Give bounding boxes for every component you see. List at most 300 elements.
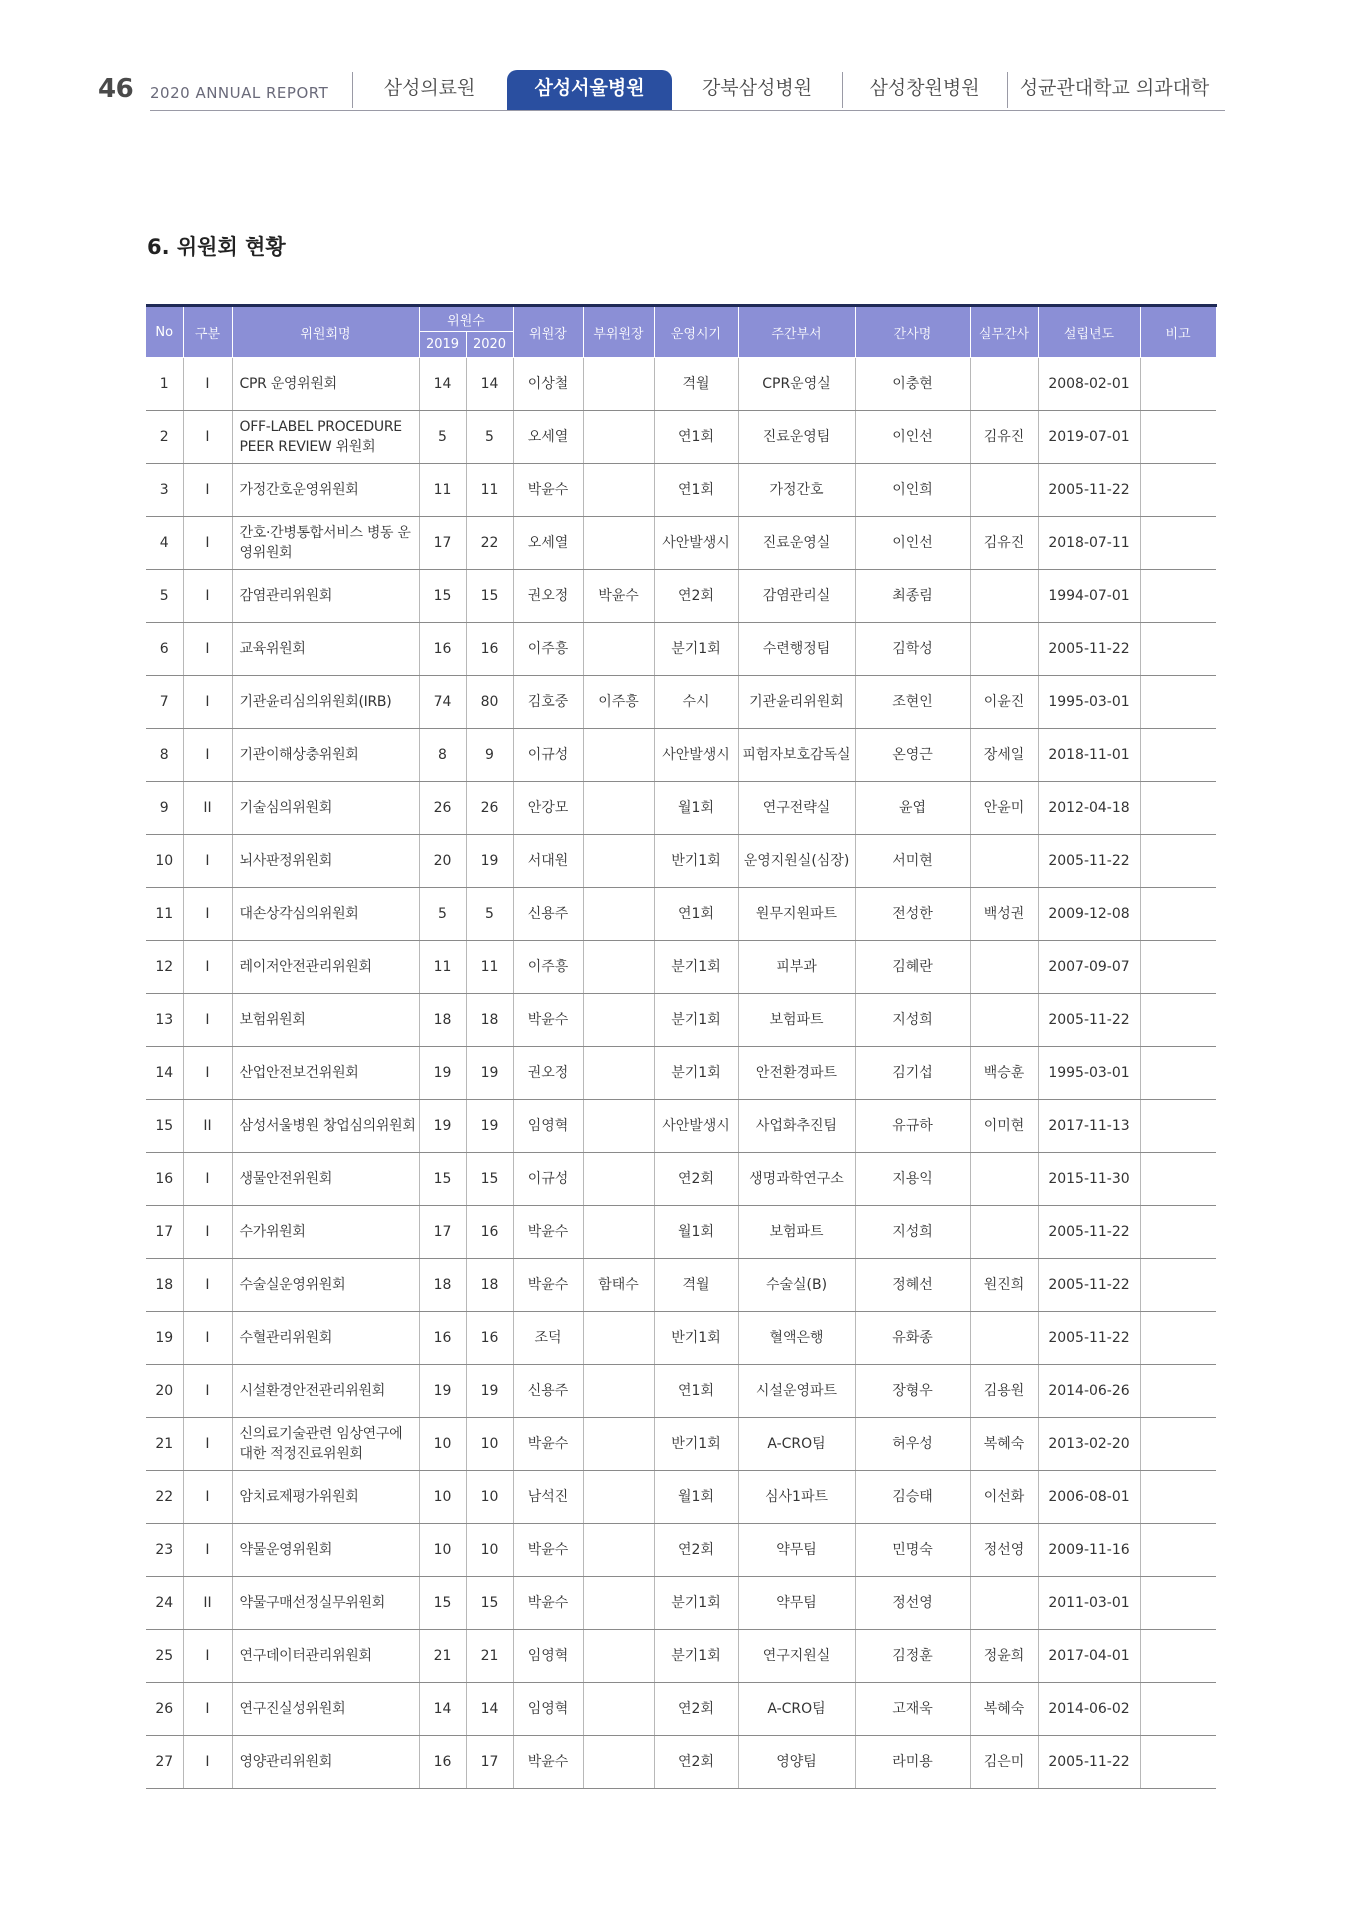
cell-category: I bbox=[183, 1630, 232, 1683]
cell-members-2020: 11 bbox=[466, 464, 513, 517]
cell-dept: 수련행정팀 bbox=[738, 623, 855, 676]
cell-staff-secretary: 김용원 bbox=[970, 1365, 1038, 1418]
cell-members-2019: 10 bbox=[419, 1471, 466, 1524]
cell-staff-secretary: 이윤진 bbox=[970, 676, 1038, 729]
cell-remarks bbox=[1140, 994, 1216, 1047]
cell-staff-secretary: 백승훈 bbox=[970, 1047, 1038, 1100]
cell-established: 2005-11-22 bbox=[1038, 1206, 1140, 1259]
cell-schedule: 격월 bbox=[654, 358, 738, 411]
cell-committee-name: 간호·간병통합서비스 병동 운영위원회 bbox=[232, 517, 419, 570]
table-row bbox=[146, 1471, 1216, 1524]
cell-staff-secretary bbox=[970, 1312, 1038, 1365]
cell-secretary: 지용익 bbox=[855, 1153, 970, 1206]
table-row bbox=[146, 994, 1216, 1047]
table-row bbox=[146, 1047, 1216, 1100]
cell-no: 7 bbox=[146, 676, 183, 729]
col-header-members-2020: 2020 bbox=[466, 332, 513, 358]
cell-chair: 오세열 bbox=[513, 411, 583, 464]
cell-no: 21 bbox=[146, 1418, 183, 1471]
cell-members-2020: 10 bbox=[466, 1471, 513, 1524]
cell-established: 2013-02-20 bbox=[1038, 1418, 1140, 1471]
cell-vice-chair bbox=[583, 358, 654, 411]
cell-chair: 서대원 bbox=[513, 835, 583, 888]
cell-established: 2009-11-16 bbox=[1038, 1524, 1140, 1577]
cell-members-2020: 26 bbox=[466, 782, 513, 835]
cell-chair: 김호중 bbox=[513, 676, 583, 729]
cell-schedule: 분기1회 bbox=[654, 941, 738, 994]
cell-members-2020: 16 bbox=[466, 1206, 513, 1259]
cell-secretary: 지성희 bbox=[855, 994, 970, 1047]
cell-dept: 가정간호 bbox=[738, 464, 855, 517]
cell-established: 2014-06-26 bbox=[1038, 1365, 1140, 1418]
cell-members-2020: 15 bbox=[466, 570, 513, 623]
cell-members-2019: 10 bbox=[419, 1418, 466, 1471]
cell-committee-name: 기관이해상충위원회 bbox=[232, 729, 419, 782]
cell-remarks bbox=[1140, 782, 1216, 835]
cell-remarks bbox=[1140, 358, 1216, 411]
cell-vice-chair bbox=[583, 1206, 654, 1259]
cell-remarks bbox=[1140, 1100, 1216, 1153]
cell-established: 2005-11-22 bbox=[1038, 994, 1140, 1047]
cell-members-2020: 15 bbox=[466, 1153, 513, 1206]
cell-secretary: 김기섭 bbox=[855, 1047, 970, 1100]
cell-vice-chair bbox=[583, 1471, 654, 1524]
cell-staff-secretary bbox=[970, 941, 1038, 994]
cell-committee-name: 삼성서울병원 창업심의위원회 bbox=[232, 1100, 419, 1153]
cell-secretary: 민명숙 bbox=[855, 1524, 970, 1577]
cell-staff-secretary: 정윤희 bbox=[970, 1630, 1038, 1683]
cell-members-2019: 16 bbox=[419, 1312, 466, 1365]
cell-dept: 피험자보호감독실 bbox=[738, 729, 855, 782]
cell-no: 27 bbox=[146, 1736, 183, 1789]
cell-category: I bbox=[183, 888, 232, 941]
cell-vice-chair bbox=[583, 1418, 654, 1471]
cell-committee-name: 수혈관리위원회 bbox=[232, 1312, 419, 1365]
cell-secretary: 정선영 bbox=[855, 1577, 970, 1630]
table-row bbox=[146, 1524, 1216, 1577]
cell-no: 8 bbox=[146, 729, 183, 782]
col-header-staff-secretary: 실무간사 bbox=[970, 306, 1038, 358]
cell-members-2020: 14 bbox=[466, 1683, 513, 1736]
committee-table bbox=[146, 304, 1217, 1789]
cell-no: 14 bbox=[146, 1047, 183, 1100]
cell-members-2019: 19 bbox=[419, 1365, 466, 1418]
cell-staff-secretary: 김유진 bbox=[970, 411, 1038, 464]
tab-samsung-medical-center[interactable]: 삼성의료원 bbox=[352, 70, 507, 110]
cell-no: 26 bbox=[146, 1683, 183, 1736]
cell-committee-name: 수가위원회 bbox=[232, 1206, 419, 1259]
cell-staff-secretary: 복혜숙 bbox=[970, 1418, 1038, 1471]
cell-no: 19 bbox=[146, 1312, 183, 1365]
cell-secretary: 지성희 bbox=[855, 1206, 970, 1259]
cell-members-2020: 14 bbox=[466, 358, 513, 411]
table-row bbox=[146, 1312, 1216, 1365]
cell-established: 2006-08-01 bbox=[1038, 1471, 1140, 1524]
cell-members-2020: 5 bbox=[466, 888, 513, 941]
cell-secretary: 이충현 bbox=[855, 358, 970, 411]
cell-dept: 사업화추진팀 bbox=[738, 1100, 855, 1153]
cell-secretary: 허우성 bbox=[855, 1418, 970, 1471]
cell-members-2019: 14 bbox=[419, 358, 466, 411]
cell-remarks bbox=[1140, 464, 1216, 517]
table-row bbox=[146, 1418, 1216, 1471]
cell-staff-secretary bbox=[970, 994, 1038, 1047]
col-header-secretary: 간사명 bbox=[855, 306, 970, 358]
cell-remarks bbox=[1140, 1259, 1216, 1312]
col-header-dept: 주간부서 bbox=[738, 306, 855, 358]
cell-category: I bbox=[183, 623, 232, 676]
cell-members-2019: 15 bbox=[419, 570, 466, 623]
cell-vice-chair bbox=[583, 517, 654, 570]
cell-secretary: 고재욱 bbox=[855, 1683, 970, 1736]
cell-chair: 신용주 bbox=[513, 1365, 583, 1418]
cell-members-2019: 19 bbox=[419, 1100, 466, 1153]
cell-established: 1994-07-01 bbox=[1038, 570, 1140, 623]
cell-schedule: 연2회 bbox=[654, 570, 738, 623]
cell-no: 12 bbox=[146, 941, 183, 994]
cell-schedule: 분기1회 bbox=[654, 1047, 738, 1100]
cell-staff-secretary: 백성권 bbox=[970, 888, 1038, 941]
tab-kangbuk-samsung-hospital[interactable]: 강북삼성병원 bbox=[701, 77, 813, 99]
cell-dept: 연구전략실 bbox=[738, 782, 855, 835]
cell-dept: 진료운영실 bbox=[738, 517, 855, 570]
cell-secretary: 정혜선 bbox=[855, 1259, 970, 1312]
cell-vice-chair: 이주흥 bbox=[583, 676, 654, 729]
cell-members-2020: 10 bbox=[466, 1418, 513, 1471]
cell-chair: 이주흥 bbox=[513, 941, 583, 994]
cell-no: 11 bbox=[146, 888, 183, 941]
cell-members-2020: 19 bbox=[466, 1047, 513, 1100]
cell-dept: 안전환경파트 bbox=[738, 1047, 855, 1100]
cell-established: 1995-03-01 bbox=[1038, 1047, 1140, 1100]
cell-no: 6 bbox=[146, 623, 183, 676]
cell-committee-name: CPR 운영위원회 bbox=[232, 358, 419, 411]
cell-committee-name: OFF-LABEL PROCEDURE PEER REVIEW 위원회 bbox=[232, 411, 419, 464]
cell-remarks bbox=[1140, 1471, 1216, 1524]
cell-dept: 시설운영파트 bbox=[738, 1365, 855, 1418]
col-header-members: 위원수 bbox=[419, 306, 513, 332]
table-row bbox=[146, 782, 1216, 835]
cell-remarks bbox=[1140, 1365, 1216, 1418]
cell-vice-chair: 박윤수 bbox=[583, 570, 654, 623]
cell-no: 2 bbox=[146, 411, 183, 464]
cell-committee-name: 기술심의위원회 bbox=[232, 782, 419, 835]
cell-schedule: 반기1회 bbox=[654, 835, 738, 888]
cell-dept: 보험파트 bbox=[738, 994, 855, 1047]
cell-staff-secretary: 김유진 bbox=[970, 517, 1038, 570]
table-row bbox=[146, 941, 1216, 994]
cell-category: I bbox=[183, 1736, 232, 1789]
cell-no: 24 bbox=[146, 1577, 183, 1630]
cell-members-2019: 11 bbox=[419, 464, 466, 517]
cell-members-2020: 19 bbox=[466, 1100, 513, 1153]
cell-members-2019: 16 bbox=[419, 623, 466, 676]
cell-established: 2012-04-18 bbox=[1038, 782, 1140, 835]
cell-remarks bbox=[1140, 1206, 1216, 1259]
cell-committee-name: 약물구매선정실무위원회 bbox=[232, 1577, 419, 1630]
cell-remarks bbox=[1140, 623, 1216, 676]
cell-established: 2018-07-11 bbox=[1038, 517, 1140, 570]
tab-samsung-changwon-hospital[interactable]: 삼성창원병원 bbox=[842, 70, 1007, 110]
cell-schedule: 분기1회 bbox=[654, 994, 738, 1047]
cell-chair: 박윤수 bbox=[513, 994, 583, 1047]
cell-chair: 안강모 bbox=[513, 782, 583, 835]
cell-committee-name: 레이저안전관리위원회 bbox=[232, 941, 419, 994]
cell-vice-chair bbox=[583, 888, 654, 941]
cell-no: 10 bbox=[146, 835, 183, 888]
cell-remarks bbox=[1140, 1312, 1216, 1365]
cell-schedule: 분기1회 bbox=[654, 1630, 738, 1683]
cell-dept: 혈액은행 bbox=[738, 1312, 855, 1365]
table-row bbox=[146, 1259, 1216, 1312]
section-title: 6. 위원회 현황 bbox=[147, 235, 286, 259]
table-row bbox=[146, 1100, 1216, 1153]
cell-no: 17 bbox=[146, 1206, 183, 1259]
cell-vice-chair bbox=[583, 1365, 654, 1418]
cell-dept: 약무팀 bbox=[738, 1577, 855, 1630]
cell-staff-secretary bbox=[970, 570, 1038, 623]
cell-chair: 이규성 bbox=[513, 1153, 583, 1206]
cell-vice-chair bbox=[583, 1683, 654, 1736]
cell-schedule: 연1회 bbox=[654, 411, 738, 464]
cell-no: 13 bbox=[146, 994, 183, 1047]
col-header-remarks: 비고 bbox=[1140, 306, 1216, 358]
cell-category: II bbox=[183, 1100, 232, 1153]
cell-secretary: 서미현 bbox=[855, 835, 970, 888]
cell-schedule: 연1회 bbox=[654, 888, 738, 941]
cell-staff-secretary: 안윤미 bbox=[970, 782, 1038, 835]
cell-vice-chair bbox=[583, 1047, 654, 1100]
cell-chair: 남석진 bbox=[513, 1471, 583, 1524]
cell-schedule: 월1회 bbox=[654, 782, 738, 835]
cell-staff-secretary bbox=[970, 1153, 1038, 1206]
cell-committee-name: 연구데이터관리위원회 bbox=[232, 1630, 419, 1683]
cell-members-2020: 5 bbox=[466, 411, 513, 464]
cell-remarks bbox=[1140, 1577, 1216, 1630]
cell-established: 2017-04-01 bbox=[1038, 1630, 1140, 1683]
cell-members-2019: 8 bbox=[419, 729, 466, 782]
cell-members-2019: 19 bbox=[419, 1047, 466, 1100]
cell-category: I bbox=[183, 517, 232, 570]
table-row bbox=[146, 835, 1216, 888]
cell-members-2019: 10 bbox=[419, 1524, 466, 1577]
cell-secretary: 조현인 bbox=[855, 676, 970, 729]
cell-secretary: 김승태 bbox=[855, 1471, 970, 1524]
cell-committee-name: 암치료제평가위원회 bbox=[232, 1471, 419, 1524]
cell-members-2020: 19 bbox=[466, 1365, 513, 1418]
cell-established: 2017-11-13 bbox=[1038, 1100, 1140, 1153]
cell-secretary: 이인선 bbox=[855, 517, 970, 570]
cell-chair: 오세열 bbox=[513, 517, 583, 570]
cell-vice-chair bbox=[583, 1524, 654, 1577]
cell-schedule: 월1회 bbox=[654, 1206, 738, 1259]
cell-committee-name: 가정간호운영위원회 bbox=[232, 464, 419, 517]
cell-dept: A-CRO팀 bbox=[738, 1418, 855, 1471]
cell-vice-chair bbox=[583, 1153, 654, 1206]
cell-category: I bbox=[183, 1524, 232, 1577]
cell-schedule: 월1회 bbox=[654, 1471, 738, 1524]
cell-vice-chair bbox=[583, 1577, 654, 1630]
cell-secretary: 유화종 bbox=[855, 1312, 970, 1365]
cell-members-2020: 15 bbox=[466, 1577, 513, 1630]
cell-schedule: 연1회 bbox=[654, 1365, 738, 1418]
cell-dept: 약무팀 bbox=[738, 1524, 855, 1577]
cell-schedule: 연2회 bbox=[654, 1153, 738, 1206]
cell-established: 1995-03-01 bbox=[1038, 676, 1140, 729]
cell-vice-chair bbox=[583, 1736, 654, 1789]
cell-remarks bbox=[1140, 570, 1216, 623]
cell-category: I bbox=[183, 1206, 232, 1259]
cell-staff-secretary bbox=[970, 835, 1038, 888]
cell-schedule: 사안발생시 bbox=[654, 729, 738, 782]
table-row bbox=[146, 1683, 1216, 1736]
table-row bbox=[146, 1153, 1216, 1206]
cell-no: 23 bbox=[146, 1524, 183, 1577]
cell-chair: 박윤수 bbox=[513, 1418, 583, 1471]
cell-category: I bbox=[183, 570, 232, 623]
cell-staff-secretary bbox=[970, 358, 1038, 411]
cell-schedule: 격월 bbox=[654, 1259, 738, 1312]
cell-chair: 박윤수 bbox=[513, 464, 583, 517]
cell-no: 9 bbox=[146, 782, 183, 835]
cell-members-2019: 74 bbox=[419, 676, 466, 729]
cell-staff-secretary bbox=[970, 623, 1038, 676]
cell-category: I bbox=[183, 676, 232, 729]
table-row bbox=[146, 1365, 1216, 1418]
table-row bbox=[146, 729, 1216, 782]
cell-chair: 신용주 bbox=[513, 888, 583, 941]
cell-dept: 수술실(B) bbox=[738, 1259, 855, 1312]
table-row bbox=[146, 411, 1216, 464]
cell-vice-chair bbox=[583, 1630, 654, 1683]
cell-chair: 이규성 bbox=[513, 729, 583, 782]
table-row bbox=[146, 464, 1216, 517]
page-number: 46 bbox=[98, 74, 134, 104]
cell-members-2019: 14 bbox=[419, 1683, 466, 1736]
cell-members-2019: 15 bbox=[419, 1577, 466, 1630]
cell-staff-secretary: 원진희 bbox=[970, 1259, 1038, 1312]
cell-no: 1 bbox=[146, 358, 183, 411]
cell-remarks bbox=[1140, 835, 1216, 888]
cell-schedule: 반기1회 bbox=[654, 1418, 738, 1471]
cell-schedule: 반기1회 bbox=[654, 1312, 738, 1365]
cell-schedule: 수시 bbox=[654, 676, 738, 729]
cell-category: I bbox=[183, 358, 232, 411]
col-header-vice-chair: 부위원장 bbox=[583, 306, 654, 358]
cell-remarks bbox=[1140, 729, 1216, 782]
cell-dept: 진료운영팀 bbox=[738, 411, 855, 464]
cell-category: I bbox=[183, 835, 232, 888]
cell-schedule: 연2회 bbox=[654, 1524, 738, 1577]
tab-samsung-seoul-hospital[interactable]: 삼성서울병원 bbox=[507, 70, 672, 110]
cell-remarks bbox=[1140, 888, 1216, 941]
cell-members-2019: 11 bbox=[419, 941, 466, 994]
tab-skku-medicine[interactable]: 성균관대학교 의과대학 bbox=[1007, 70, 1222, 110]
cell-committee-name: 연구진실성위원회 bbox=[232, 1683, 419, 1736]
cell-no: 25 bbox=[146, 1630, 183, 1683]
cell-established: 2007-09-07 bbox=[1038, 941, 1140, 994]
cell-committee-name: 수술실운영위원회 bbox=[232, 1259, 419, 1312]
cell-members-2019: 20 bbox=[419, 835, 466, 888]
cell-staff-secretary: 김은미 bbox=[970, 1736, 1038, 1789]
cell-schedule: 분기1회 bbox=[654, 623, 738, 676]
cell-established: 2005-11-22 bbox=[1038, 623, 1140, 676]
cell-dept: 기관윤리위원회 bbox=[738, 676, 855, 729]
cell-members-2020: 10 bbox=[466, 1524, 513, 1577]
cell-category: I bbox=[183, 411, 232, 464]
cell-dept: 감염관리실 bbox=[738, 570, 855, 623]
cell-no: 20 bbox=[146, 1365, 183, 1418]
cell-remarks bbox=[1140, 1153, 1216, 1206]
cell-committee-name: 뇌사판정위원회 bbox=[232, 835, 419, 888]
table-row bbox=[146, 1206, 1216, 1259]
cell-schedule: 연2회 bbox=[654, 1683, 738, 1736]
cell-established: 2011-03-01 bbox=[1038, 1577, 1140, 1630]
cell-secretary: 유규하 bbox=[855, 1100, 970, 1153]
cell-dept: 운영지원실(심장) bbox=[738, 835, 855, 888]
col-header-committee: 위원회명 bbox=[232, 306, 419, 358]
cell-secretary: 윤엽 bbox=[855, 782, 970, 835]
cell-chair: 박윤수 bbox=[513, 1736, 583, 1789]
col-header-category: 구분 bbox=[183, 306, 232, 358]
cell-chair: 박윤수 bbox=[513, 1259, 583, 1312]
cell-members-2020: 21 bbox=[466, 1630, 513, 1683]
cell-members-2019: 17 bbox=[419, 517, 466, 570]
cell-category: I bbox=[183, 464, 232, 517]
cell-staff-secretary: 정선영 bbox=[970, 1524, 1038, 1577]
cell-chair: 임영혁 bbox=[513, 1683, 583, 1736]
cell-category: I bbox=[183, 729, 232, 782]
col-header-schedule: 운영시기 bbox=[654, 306, 738, 358]
cell-category: II bbox=[183, 1577, 232, 1630]
cell-committee-name: 생물안전위원회 bbox=[232, 1153, 419, 1206]
cell-no: 4 bbox=[146, 517, 183, 570]
cell-committee-name: 시설환경안전관리위원회 bbox=[232, 1365, 419, 1418]
cell-category: I bbox=[183, 1047, 232, 1100]
cell-established: 2009-12-08 bbox=[1038, 888, 1140, 941]
cell-no: 16 bbox=[146, 1153, 183, 1206]
cell-members-2019: 16 bbox=[419, 1736, 466, 1789]
cell-chair: 박윤수 bbox=[513, 1524, 583, 1577]
cell-members-2020: 18 bbox=[466, 1259, 513, 1312]
cell-secretary: 김혜란 bbox=[855, 941, 970, 994]
cell-dept: 피부과 bbox=[738, 941, 855, 994]
page-header bbox=[98, 62, 1225, 114]
cell-no: 22 bbox=[146, 1471, 183, 1524]
cell-members-2020: 16 bbox=[466, 1312, 513, 1365]
cell-chair: 조덕 bbox=[513, 1312, 583, 1365]
cell-members-2020: 19 bbox=[466, 835, 513, 888]
cell-members-2020: 80 bbox=[466, 676, 513, 729]
cell-dept: 심사1파트 bbox=[738, 1471, 855, 1524]
cell-category: II bbox=[183, 782, 232, 835]
cell-committee-name: 영양관리위원회 bbox=[232, 1736, 419, 1789]
cell-secretary: 최종림 bbox=[855, 570, 970, 623]
table-row bbox=[146, 1630, 1216, 1683]
cell-remarks bbox=[1140, 1683, 1216, 1736]
table-row bbox=[146, 517, 1216, 570]
cell-vice-chair bbox=[583, 464, 654, 517]
cell-remarks bbox=[1140, 411, 1216, 464]
cell-established: 2005-11-22 bbox=[1038, 835, 1140, 888]
cell-established: 2005-11-22 bbox=[1038, 1259, 1140, 1312]
cell-members-2019: 5 bbox=[419, 888, 466, 941]
cell-established: 2019-07-01 bbox=[1038, 411, 1140, 464]
cell-secretary: 김정훈 bbox=[855, 1630, 970, 1683]
table-body bbox=[146, 358, 1216, 1789]
col-header-no: No bbox=[146, 306, 183, 358]
cell-staff-secretary bbox=[970, 1206, 1038, 1259]
